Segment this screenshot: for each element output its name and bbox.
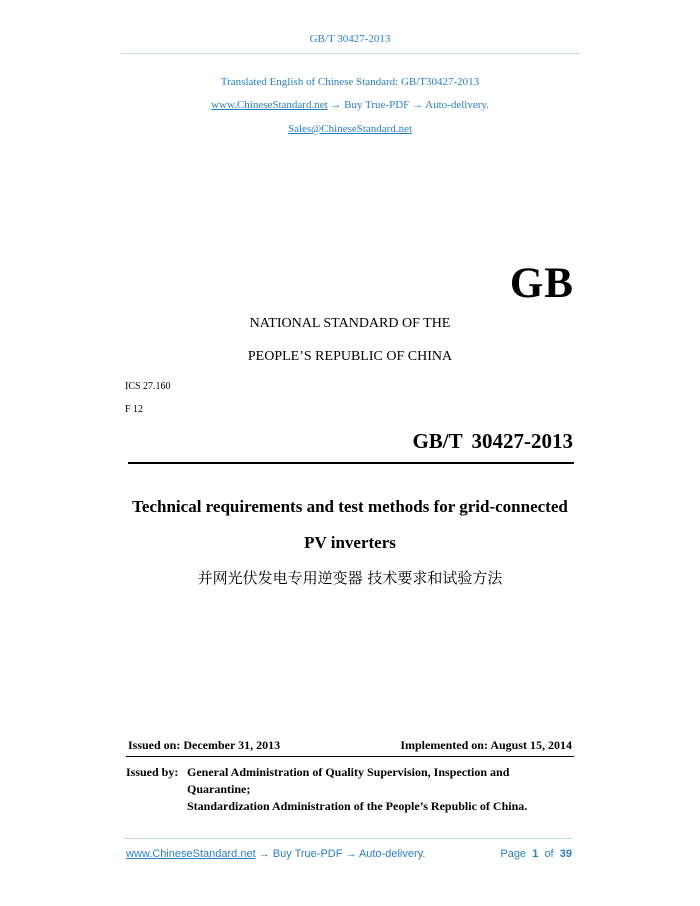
page-label: Page	[500, 848, 527, 860]
footer-purchase-line	[126, 848, 425, 860]
page-indicator	[500, 848, 572, 860]
promo-translation-note: Translated English of Chinese Standard: GB/T30427-2013	[220, 76, 480, 88]
chinese-title: 并网光伏发电专用逆变器 技术要求和试验方法	[197, 569, 503, 587]
header-divider	[120, 53, 580, 54]
national-standard-line1: NATIONAL STANDARD OF THE	[249, 316, 451, 331]
issued-by-label: Issued by:	[126, 765, 179, 779]
page-number: 1	[532, 848, 539, 860]
title-line1: Technical requirements and test methods for grid-connected	[132, 497, 568, 516]
ics-code: ICS 27.160	[125, 381, 171, 392]
issued-on-date: Issued on: December 31, 2013	[128, 738, 281, 752]
dates-divider	[126, 756, 574, 757]
promo-email-link[interactable]: Sales@ChineseStandard.net	[287, 123, 413, 135]
footer-site-link[interactable]: www.ChineseStandard.net	[126, 848, 256, 860]
title-line2: PV inverters	[304, 533, 396, 552]
promo-purchase-line	[0, 99, 700, 111]
issuer-line2: Quarantine;	[187, 782, 251, 796]
ccs-code: F 12	[125, 404, 144, 415]
issuer-line1: General Administration of Quality Supervision, Inspection and	[187, 765, 510, 779]
issued-by-block	[126, 764, 527, 815]
issuer-line3: Standardization Administration of the People’s Republic of China.	[187, 799, 528, 813]
footer-divider	[124, 838, 572, 839]
promo-purchase-text: → Buy True-PDF → Auto-delivery.	[327, 99, 489, 111]
header-doc-id: GB/T 30427-2013	[309, 33, 391, 45]
standard-number-rule	[128, 462, 574, 464]
of-label: of	[544, 848, 554, 860]
promo-site-link[interactable]: www.ChineseStandard.net	[211, 99, 328, 111]
implemented-on-date: Implemented on: August 15, 2014	[400, 738, 572, 752]
national-standard-line2: PEOPLE’S REPUBLIC OF CHINA	[247, 349, 453, 364]
promo-email-line	[0, 123, 700, 135]
footer-purchase-text: → Buy True-PDF → Auto-delivery.	[255, 848, 426, 860]
gb-logo: GB	[509, 260, 574, 307]
page-total: 39	[559, 848, 572, 860]
standard-number: GB/T 30427-2013	[412, 429, 573, 453]
